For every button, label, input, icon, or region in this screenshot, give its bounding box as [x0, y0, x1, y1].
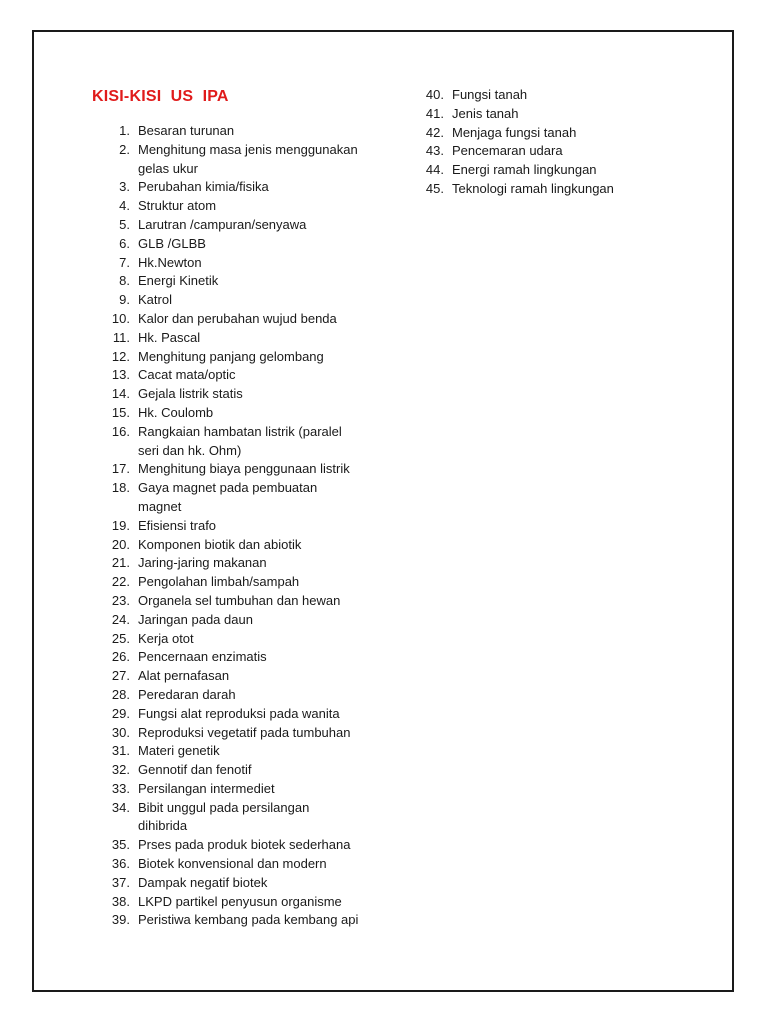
item-text: [138, 216, 392, 235]
item-text: [138, 611, 392, 630]
item-number: 24.: [111, 611, 130, 627]
item-text-line: Gejala listrik statis: [138, 386, 243, 402]
list-item: [406, 86, 726, 105]
item-text: [138, 479, 392, 517]
list-item: [92, 592, 392, 611]
item-number: 1.: [119, 123, 130, 138]
item-text: [138, 742, 392, 761]
item-text: [138, 724, 392, 743]
list-item: [92, 573, 392, 592]
item-text-line: Fungsi tanah: [452, 87, 528, 102]
item-text: [138, 235, 392, 254]
item-number: 40.: [425, 87, 444, 102]
item-number: 27.: [111, 668, 130, 684]
item-text-line: Besaran turunan: [138, 123, 235, 138]
item-number: 25.: [111, 630, 130, 646]
item-number: 6.: [119, 235, 130, 251]
item-text-line: Materi genetik: [138, 743, 220, 759]
item-text: [138, 592, 392, 611]
list-item: [92, 310, 392, 329]
item-text-line: Menghitung masa jenis menggunakan: [138, 141, 358, 157]
list-item: [92, 197, 392, 216]
item-text: [138, 780, 392, 799]
item-text: [138, 141, 392, 179]
item-text: [138, 272, 392, 291]
list-item: [92, 742, 392, 761]
item-text: [138, 517, 392, 536]
item-text-line: Efisiensi trafo: [138, 517, 217, 533]
item-text: [138, 836, 392, 855]
list-item: [92, 648, 392, 667]
list-item: [92, 554, 392, 573]
item-text: [138, 348, 392, 367]
list-item: [406, 161, 726, 180]
item-text: [138, 874, 392, 893]
list-item: [92, 724, 392, 743]
list-item: [92, 235, 392, 254]
item-text: [452, 105, 726, 124]
item-number: 8.: [119, 273, 130, 289]
list-item: [92, 385, 392, 404]
list-item: [92, 254, 392, 273]
item-text-line: Pencemaran udara: [452, 143, 563, 159]
item-text-line: Menghitung biaya penggunaan listrik: [138, 461, 350, 477]
item-text-line: Gennotif dan fenotif: [138, 762, 252, 778]
item-text: [138, 630, 392, 649]
item-number: 28.: [111, 686, 130, 702]
item-text-line: Pencernaan enzimatis: [138, 649, 267, 665]
item-text-line: Rangkaian hambatan listrik (paralel: [138, 423, 342, 439]
list-item: [92, 272, 392, 291]
item-text-line: Larutran /campuran/senyawa: [138, 216, 307, 232]
item-text: [138, 686, 392, 705]
item-text: [138, 705, 392, 724]
item-text-line: Peredaran darah: [138, 686, 236, 702]
item-text-line: seri dan hk. Ohm): [138, 442, 242, 458]
item-number: 9.: [119, 292, 130, 308]
item-text: [138, 761, 392, 780]
list-item: [92, 836, 392, 855]
item-number: 19.: [111, 517, 130, 533]
item-text: [452, 142, 726, 161]
list-item: [92, 911, 392, 930]
item-text: [138, 554, 392, 573]
item-number: 13.: [111, 367, 130, 383]
item-text: [138, 573, 392, 592]
list-item: [92, 761, 392, 780]
item-text-line: Kerja otot: [138, 630, 194, 646]
item-number: 44.: [425, 162, 444, 178]
list-item: [406, 124, 726, 143]
item-text-line: Biotek konvensional dan modern: [138, 856, 327, 872]
list-item: [92, 517, 392, 536]
item-text: [452, 180, 726, 199]
item-text-line: Pengolahan limbah/sampah: [138, 574, 300, 590]
item-number: 2.: [119, 141, 130, 157]
item-text: [452, 161, 726, 180]
item-number: 38.: [111, 893, 130, 909]
item-number: 33.: [111, 780, 130, 796]
item-text: [452, 124, 726, 143]
item-text: [452, 86, 726, 105]
item-number: 10.: [111, 310, 130, 326]
item-number: 11.: [112, 329, 130, 345]
item-text-line: Struktur atom: [138, 198, 217, 214]
list-item: [92, 348, 392, 367]
item-text: [138, 197, 392, 216]
list-item: [406, 180, 726, 199]
item-text-line: Persilangan intermediet: [138, 780, 275, 796]
list-item: [92, 141, 392, 179]
item-text: [138, 366, 392, 385]
list-item: [92, 686, 392, 705]
item-number: 20.: [111, 536, 130, 552]
item-text-line: Fungsi alat reproduksi pada wanita: [138, 705, 340, 721]
item-text: [138, 385, 392, 404]
list-item: [406, 142, 726, 161]
item-text: [138, 855, 392, 874]
item-text-line: Reproduksi vegetatif pada tumbuhan: [138, 724, 351, 740]
item-text: [138, 404, 392, 423]
item-text: [138, 799, 392, 837]
item-text-line: magnet: [138, 498, 182, 514]
item-number: 14.: [111, 386, 130, 402]
list-item: [92, 780, 392, 799]
item-text-line: dihibrida: [138, 818, 188, 834]
list-item: [406, 105, 726, 124]
list-item: [92, 329, 392, 348]
list-item: [92, 611, 392, 630]
item-text: [138, 178, 392, 197]
list-item: [92, 423, 392, 461]
item-text-line: Katrol: [138, 292, 172, 308]
item-text: [138, 667, 392, 686]
item-number: 29.: [111, 705, 130, 721]
item-text-line: gelas ukur: [138, 160, 198, 176]
item-number: 32.: [111, 762, 130, 778]
list-item: [92, 874, 392, 893]
item-number: 36.: [111, 856, 130, 872]
item-text-line: Energi Kinetik: [138, 273, 219, 289]
item-text-line: Gaya magnet pada pembuatan: [138, 480, 318, 496]
item-text-line: Bibit unggul pada persilangan: [138, 799, 310, 815]
item-text-line: Hk. Coulomb: [138, 404, 214, 420]
list-item: [92, 404, 392, 423]
item-number: 42.: [425, 124, 444, 140]
item-text-line: GLB /GLBB: [138, 235, 206, 251]
item-text-line: Komponen biotik dan abiotik: [138, 536, 302, 552]
topic-list-right: [406, 86, 726, 199]
item-text-line: Jenis tanah: [452, 105, 519, 121]
item-text: [138, 254, 392, 273]
item-text-line: Peristiwa kembang pada kembang api: [138, 912, 359, 928]
item-number: 30.: [111, 724, 130, 740]
item-text: [138, 122, 392, 141]
list-item: [92, 705, 392, 724]
item-text-line: Teknologi ramah lingkungan: [452, 180, 614, 196]
item-text: [138, 291, 392, 310]
list-item: [92, 178, 392, 197]
list-item: [92, 122, 392, 141]
item-text-line: Alat pernafasan: [138, 668, 230, 684]
item-text-line: Kalor dan perubahan wujud benda: [138, 310, 337, 326]
item-text-line: Menjaga fungsi tanah: [452, 124, 577, 140]
item-text: [138, 911, 392, 930]
item-text-line: LKPD partikel penyusun organisme: [138, 893, 342, 909]
item-number: 15.: [111, 404, 130, 420]
item-text-line: Prses pada produk biotek sederhana: [138, 837, 351, 853]
item-number: 43.: [425, 143, 444, 159]
item-number: 5.: [119, 216, 130, 232]
item-text: [138, 893, 392, 912]
list-item: [92, 366, 392, 385]
item-number: 35.: [111, 837, 130, 853]
item-number: 45.: [425, 180, 444, 196]
item-text: [138, 329, 392, 348]
item-number: 18.: [111, 480, 130, 496]
item-number: 7.: [119, 254, 130, 270]
list-item: [92, 630, 392, 649]
item-text-line: Dampak negatif biotek: [138, 874, 268, 890]
item-text: [138, 536, 392, 555]
item-text-line: Energi ramah lingkungan: [452, 162, 597, 178]
item-number: 34.: [111, 799, 130, 815]
item-text-line: Hk.Newton: [138, 254, 202, 270]
list-item: [92, 460, 392, 479]
list-item: [92, 799, 392, 837]
item-number: 23.: [111, 592, 130, 608]
item-number: 16.: [111, 423, 130, 439]
item-number: 26.: [111, 649, 130, 665]
list-item: [92, 893, 392, 912]
list-item: [92, 291, 392, 310]
item-text: [138, 648, 392, 667]
list-item: [92, 536, 392, 555]
item-text: [138, 423, 392, 461]
item-number: 21.: [111, 555, 130, 571]
item-text: [138, 310, 392, 329]
item-text-line: Menghitung panjang gelombang: [138, 348, 324, 364]
item-number: 41.: [425, 105, 444, 121]
item-text-line: Organela sel tumbuhan dan hewan: [138, 592, 341, 608]
document-title: KISI-KISI US IPA: [92, 88, 229, 105]
item-number: 4.: [119, 198, 130, 214]
item-number: 3.: [119, 179, 130, 195]
item-text-line: Perubahan kimia/fisika: [138, 179, 269, 195]
item-text-line: Jaring-jaring makanan: [138, 555, 267, 571]
list-item: [92, 479, 392, 517]
list-item: [92, 216, 392, 235]
item-number: 39.: [111, 912, 130, 928]
item-text: [138, 460, 392, 479]
item-number: 17.: [111, 461, 130, 477]
item-text-line: Hk. Pascal: [138, 329, 201, 345]
item-number: 22.: [111, 574, 130, 590]
item-text-line: Jaringan pada daun: [138, 611, 253, 627]
list-item: [92, 667, 392, 686]
item-text-line: Cacat mata/optic: [138, 367, 236, 383]
item-number: 37.: [111, 874, 130, 890]
item-number: 31.: [111, 743, 130, 759]
list-item: [92, 855, 392, 874]
topic-list-left: [92, 122, 392, 930]
item-number: 12.: [111, 348, 130, 364]
